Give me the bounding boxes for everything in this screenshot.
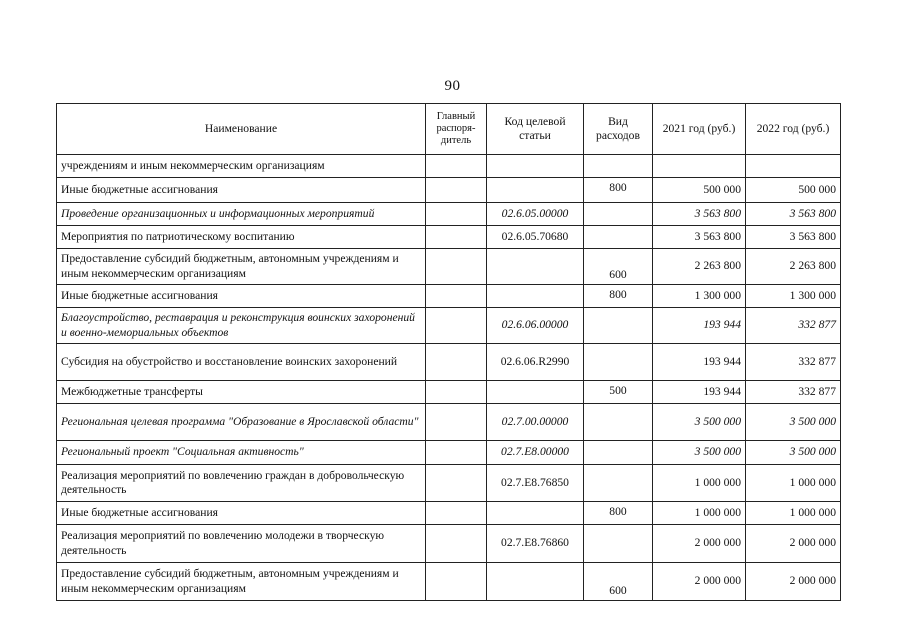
row-name: Реализация мероприятий по вовлечению молодежи в творческую деятельность [57,525,426,563]
table-row [57,441,841,465]
row-2021 [653,155,746,178]
row-kind: 800 [584,285,653,308]
header-code: Код целевой статьи [487,104,584,155]
row-manager [426,465,487,502]
row-2021: 2 000 000 [653,525,746,563]
row-2021: 193 944 [653,308,746,344]
row-kind: 600 [584,249,653,285]
row-name: учреждениям и иным некоммерческим организациям [57,155,426,178]
row-manager [426,226,487,249]
row-2022: 1 300 000 [746,285,841,308]
row-name: Благоустройство, реставрация и реконструкция воинских захоронений и военно-мемориальных объектов [57,308,426,344]
header-kind: Вид расходов [584,104,653,155]
row-2022: 1 000 000 [746,465,841,502]
row-2022: 3 563 800 [746,226,841,249]
row-2022: 332 877 [746,308,841,344]
row-2021: 1 000 000 [653,465,746,502]
row-code [487,155,584,178]
table-row [57,404,841,441]
table-row [57,502,841,525]
row-manager [426,285,487,308]
row-code [487,502,584,525]
row-manager [426,404,487,441]
row-code: 02.6.05.00000 [487,203,584,226]
row-2022: 2 263 800 [746,249,841,285]
row-kind [584,203,653,226]
row-kind [584,465,653,502]
row-code: 02.6.05.70680 [487,226,584,249]
row-kind [584,525,653,563]
budget-table [56,103,841,601]
row-2022: 332 877 [746,344,841,381]
row-code: 02.7.E8.76850 [487,465,584,502]
row-name: Иные бюджетные ассигнования [57,502,426,525]
row-2021: 3 500 000 [653,441,746,465]
row-manager [426,155,487,178]
row-name: Межбюджетные трансферты [57,381,426,404]
row-manager [426,178,487,203]
row-kind [584,226,653,249]
table-row [57,226,841,249]
header-2021: 2021 год (руб.) [653,104,746,155]
row-kind: 800 [584,502,653,525]
table-row [57,285,841,308]
row-2022: 332 877 [746,381,841,404]
page-number: 90 [444,78,461,94]
row-name: Иные бюджетные ассигнования [57,178,426,203]
row-code: 02.6.06.00000 [487,308,584,344]
row-code [487,178,584,203]
row-kind: 500 [584,381,653,404]
table-row [57,249,841,285]
row-2021: 1 000 000 [653,502,746,525]
row-name: Предоставление субсидий бюджетным, автономным учреждениям и иным некоммерческим организациям [57,249,426,285]
row-2022: 500 000 [746,178,841,203]
table-header-row [57,104,841,155]
row-name: Реализация мероприятий по вовлечению граждан в добровольческую деятельность [57,465,426,502]
row-name: Иные бюджетные ассигнования [57,285,426,308]
row-manager [426,381,487,404]
row-name: Мероприятия по патриотическому воспитанию [57,226,426,249]
row-2021: 3 563 800 [653,226,746,249]
row-code: 02.6.06.R2990 [487,344,584,381]
table-body [57,155,841,601]
row-manager [426,308,487,344]
table-row [57,465,841,502]
row-name: Субсидия на обустройство и восстановление воинских захоронений [57,344,426,381]
row-code [487,381,584,404]
row-code: 02.7.00.00000 [487,404,584,441]
row-manager [426,563,487,601]
row-2021: 193 944 [653,381,746,404]
table-row [57,563,841,601]
row-name: Предоставление субсидий бюджетным, автономным учреждениям и иным некоммерческим организациям [57,563,426,601]
table-row [57,381,841,404]
row-2021: 1 300 000 [653,285,746,308]
row-2022: 3 563 800 [746,203,841,226]
row-2022: 2 000 000 [746,525,841,563]
row-2022: 2 000 000 [746,563,841,601]
row-2021: 193 944 [653,344,746,381]
table-row [57,178,841,203]
row-2021: 3 563 800 [653,203,746,226]
table-row [57,308,841,344]
table-row [57,525,841,563]
row-code [487,249,584,285]
row-kind [584,155,653,178]
row-2021: 2 000 000 [653,563,746,601]
row-code: 02.7.E8.00000 [487,441,584,465]
table-row [57,344,841,381]
row-2022: 3 500 000 [746,404,841,441]
header-name: Наименование [57,104,426,155]
row-manager [426,203,487,226]
row-2022: 1 000 000 [746,502,841,525]
row-code [487,563,584,601]
header-2022: 2022 год (руб.) [746,104,841,155]
row-kind [584,441,653,465]
row-kind [584,404,653,441]
row-code [487,285,584,308]
row-2022 [746,155,841,178]
table-row [57,203,841,226]
header-manager: Главный распоря-дитель [426,104,487,155]
row-name: Проведение организационных и информационных мероприятий [57,203,426,226]
row-2021: 3 500 000 [653,404,746,441]
row-name: Региональная целевая программа "Образование в Ярославской области" [57,404,426,441]
row-2021: 500 000 [653,178,746,203]
row-manager [426,249,487,285]
row-kind [584,308,653,344]
row-manager [426,344,487,381]
row-manager [426,441,487,465]
row-kind: 600 [584,563,653,601]
row-name: Региональный проект "Социальная активность" [57,441,426,465]
row-kind: 800 [584,178,653,203]
row-manager [426,525,487,563]
row-code: 02.7.E8.76860 [487,525,584,563]
row-2022: 3 500 000 [746,441,841,465]
table-row [57,155,841,178]
row-kind [584,344,653,381]
row-manager [426,502,487,525]
row-2021: 2 263 800 [653,249,746,285]
